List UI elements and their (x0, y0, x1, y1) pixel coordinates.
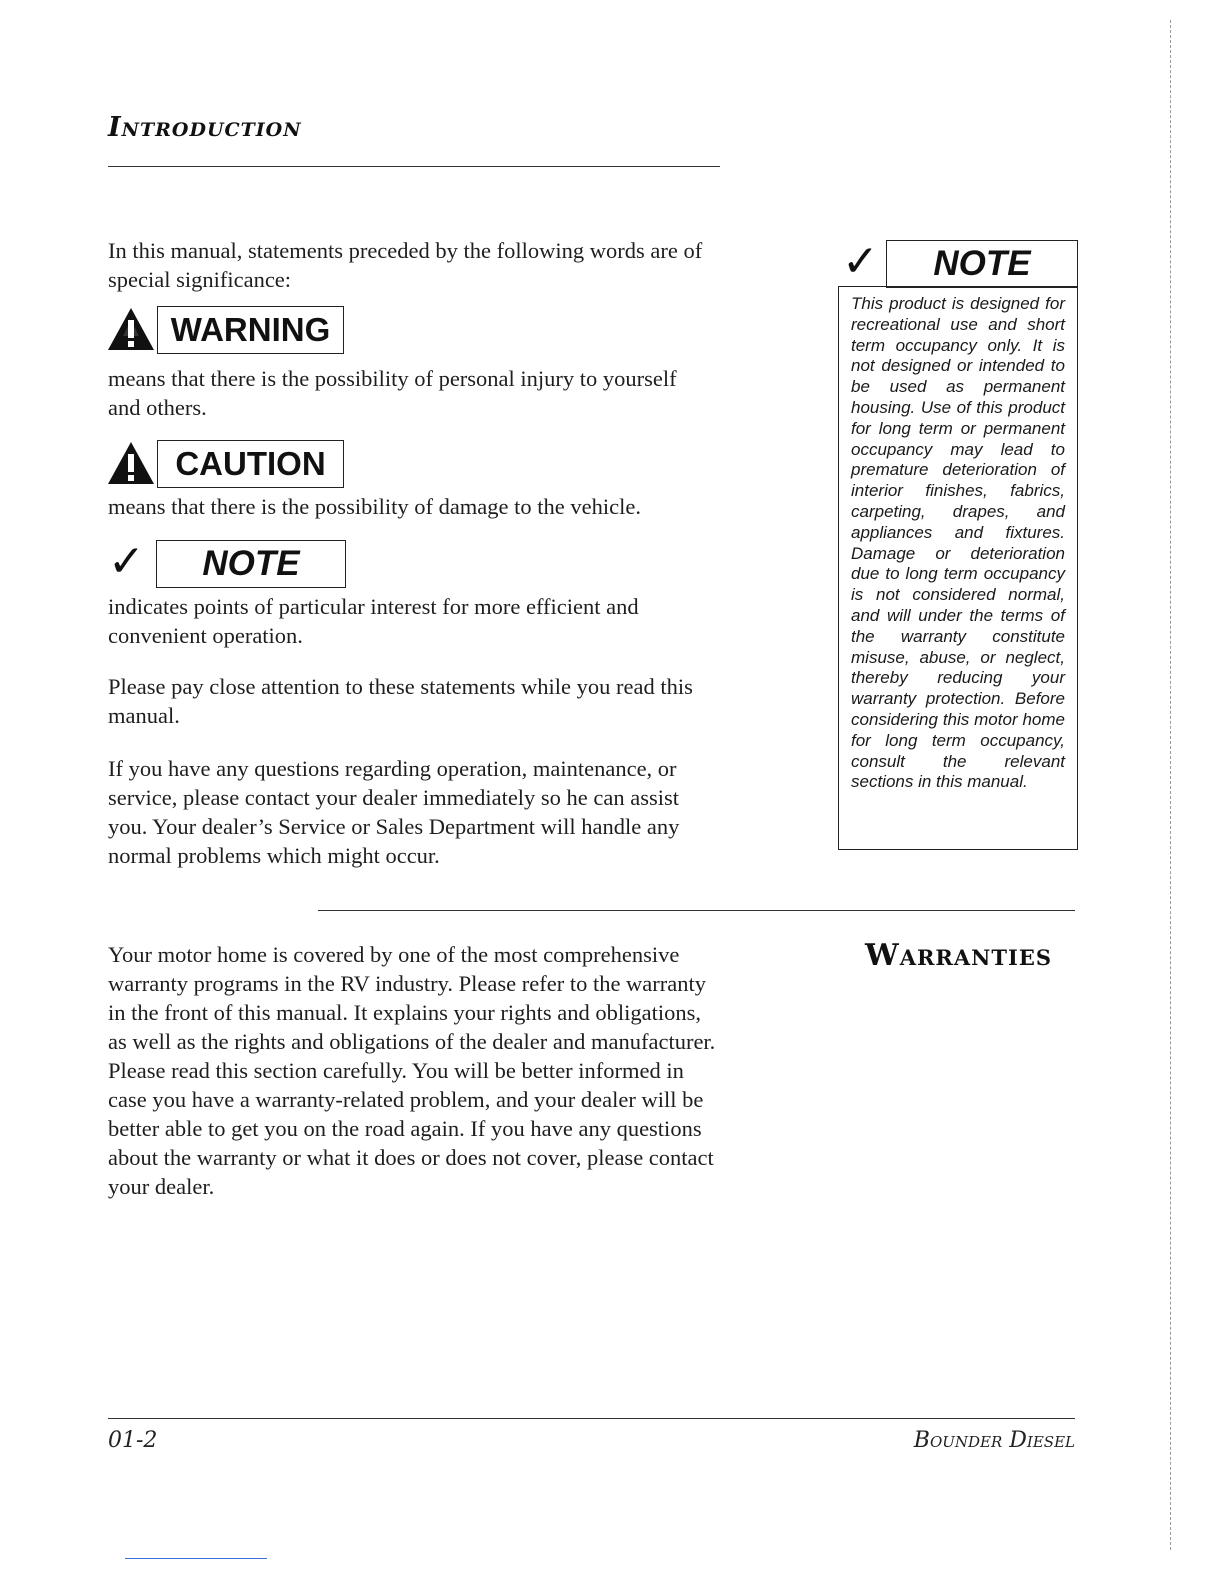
intro-lead: In this manual, statements preceded by the following words are of special significance: (108, 238, 703, 292)
warranties-text: Your motor home is covered by one of the most comprehensive warranty programs in the RV industry. Please refer to the warranty in the front of this manual. It explains your rights and obligations, as well as the rights and obligations of the dealer and manufacturer. Please read this section carefully. You will be better informed in case you have a warranty-related problem, and your dealer will be better able to get you on the road again. If you have any questions about the warranty or what it does or does not cover, please contact your dealer. (108, 942, 716, 1199)
warning-triangle-icon (106, 306, 156, 350)
questions-text: If you have any questions regarding operation, maintenance, or service, please contact your dealer immediately so he can assist you. Your dealer’s Service or Sales Department will handle any normal problems which might occur. (108, 756, 680, 868)
page-number: 01-2 (108, 1428, 158, 1453)
caution-triangle-icon (106, 440, 156, 484)
note-label: NOTE (156, 540, 346, 588)
section-divider (318, 910, 1075, 911)
checkmark-icon: ✓ (108, 536, 145, 587)
warning-label: WARNING (157, 306, 344, 354)
scan-edge-line (1170, 20, 1171, 1550)
attention-text: Please pay close attention to these statements while you read this manual. (108, 674, 693, 728)
caution-label: CAUTION (157, 440, 344, 488)
side-checkmark-icon: ✓ (842, 236, 879, 287)
warranties-title: Warranties (865, 938, 1052, 973)
side-note-panel: This product is designed for recreational use and short term occupancy only. It is not designed or intended to be used as permanent housing. Use of this product for long term or permanent occupancy may lead to premature deterioration of interior finishes, fabrics, carpeting, drapes, and appliances and fixtures. Damage or deterioration due to long term occupancy is not considered normal, and will under the terms of the warranty constitute misuse, abuse, or neglect, thereby reducing your warranty protection. Before considering this motor home for long term occupancy, consult the relevant sections in this manual. (838, 286, 1078, 850)
footer-rule (108, 1418, 1075, 1419)
side-note-label: NOTE (886, 240, 1078, 288)
warning-text: means that there is the possibility of personal injury to yourself and others. (108, 366, 677, 420)
caution-text: means that there is the possibility of damage to the vehicle. (108, 494, 641, 519)
header-rule (108, 166, 720, 167)
scan-blue-line (125, 1558, 267, 1559)
page-title: Introduction (108, 112, 302, 143)
product-name: Bounder Diesel (913, 1428, 1075, 1453)
note-text: indicates points of particular interest for more efficient and convenient operation. (108, 594, 639, 648)
